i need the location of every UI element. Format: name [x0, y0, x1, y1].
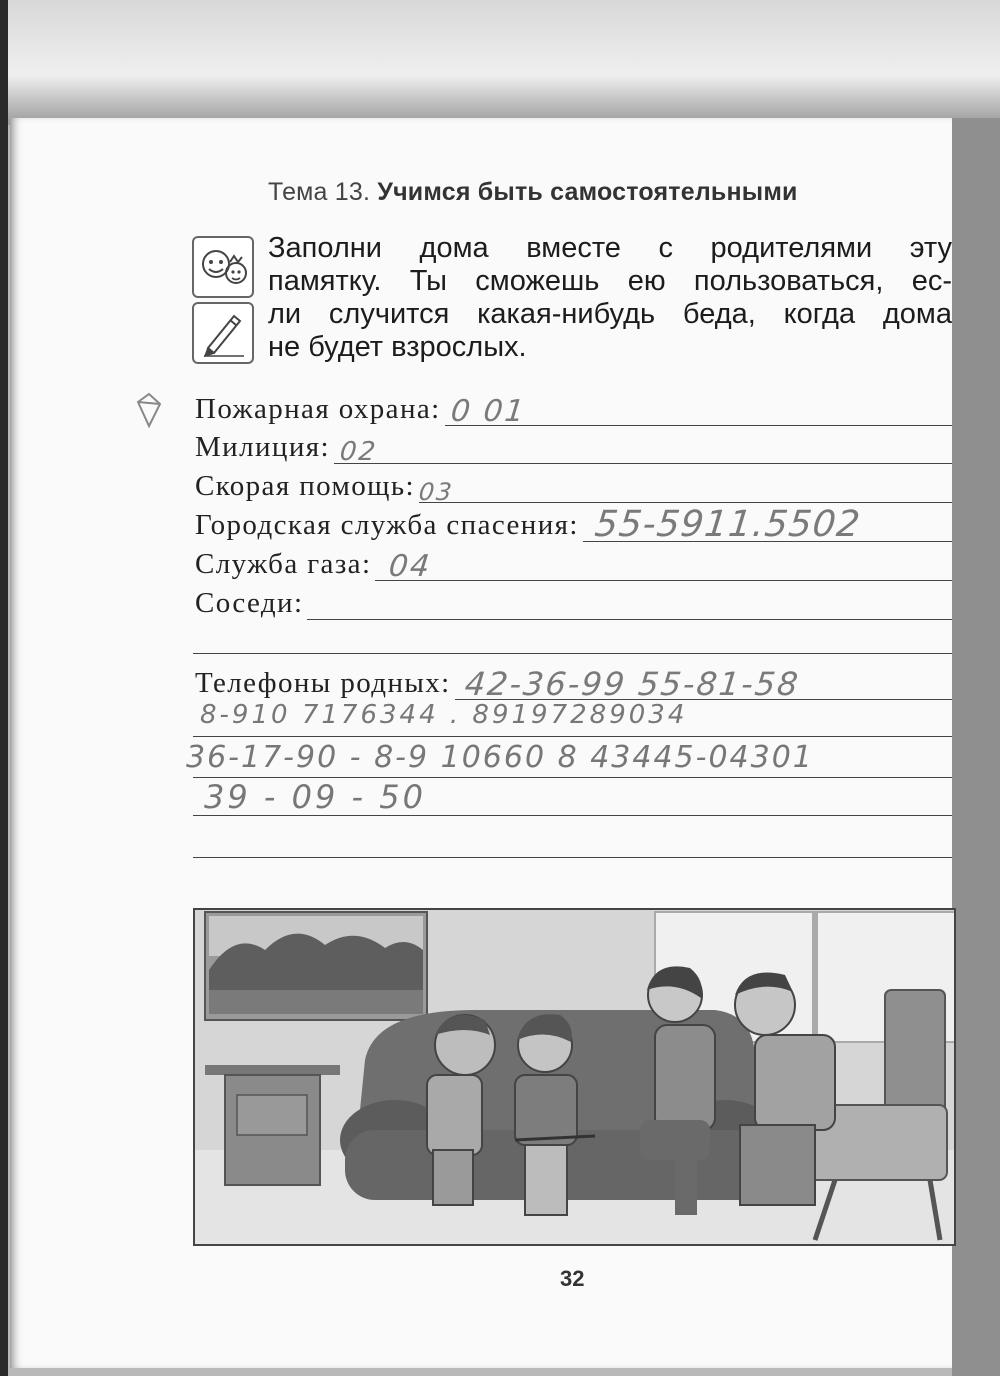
relatives-extra-value: 39 - 09 - 50 [204, 778, 426, 816]
relatives-value: 42-36-99 55-81-58 [462, 665, 802, 703]
instruction-text [268, 232, 952, 364]
diamond-mark-icon [132, 390, 166, 430]
relatives-extra-value: 8-910 7176344 . 89197289034 [200, 700, 688, 730]
relatives-field[interactable] [455, 665, 952, 703]
instruction-line: Заполни дома вместе с родителями эту [268, 232, 952, 264]
neighbors-extra-line[interactable] [193, 652, 952, 654]
relatives-label: Телефоны родных: [195, 667, 451, 699]
relatives-line-1[interactable] [193, 735, 952, 737]
topic-title: Учимся быть самостоятельными [377, 178, 798, 206]
gas-field[interactable] [375, 549, 952, 584]
ambulance-value: 03 [417, 478, 455, 506]
neighbors-row [195, 586, 952, 620]
scan-right-edge [952, 118, 1000, 1376]
relatives-extra-value: 36-17-90 - 8-9 10660 8 43445-04301 [186, 740, 814, 775]
relatives-row [195, 665, 952, 703]
scan-top-margin [0, 0, 1000, 125]
gas-value: 04 [387, 549, 434, 584]
fire-row [195, 392, 952, 429]
fire-field[interactable] [445, 394, 952, 429]
kids-faces-icon [192, 236, 254, 298]
topic-prefix: Тема 13. [268, 178, 371, 206]
neighbors-field[interactable] [307, 589, 952, 620]
police-label: Милиция: [195, 431, 330, 463]
scan-left-edge [0, 0, 8, 1376]
instruction-line: не будет взрослых. [268, 331, 527, 363]
ambulance-field[interactable] [417, 472, 952, 506]
neighbors-label: Соседи: [195, 587, 304, 619]
relatives-line-4[interactable] [193, 856, 952, 858]
police-value: 02 [338, 437, 379, 467]
fire-value: 0 01 [448, 394, 528, 429]
police-field[interactable] [334, 433, 952, 467]
rescue-field[interactable] [583, 504, 952, 545]
page-title [268, 178, 798, 207]
gas-label: Служба газа: [195, 548, 372, 580]
ambulance-row [195, 469, 952, 506]
rescue-row [195, 504, 952, 545]
police-row [195, 430, 952, 467]
fire-label: Пожарная охрана: [195, 393, 441, 425]
instruction-line: ли случится какая-нибудь беда, когда дома [268, 298, 952, 330]
rescue-value: 55-5911.5502 [592, 504, 863, 545]
gas-row [195, 547, 952, 584]
ambulance-label: Скорая помощь: [195, 470, 415, 502]
rescue-label: Городская служба спасения: [195, 509, 579, 541]
page-number: 32 [560, 1266, 585, 1291]
family-illustration [193, 908, 956, 1246]
instruction-line: памятку. Ты сможешь ею пользоваться, ес- [268, 265, 952, 297]
pencil-icon [192, 302, 254, 364]
